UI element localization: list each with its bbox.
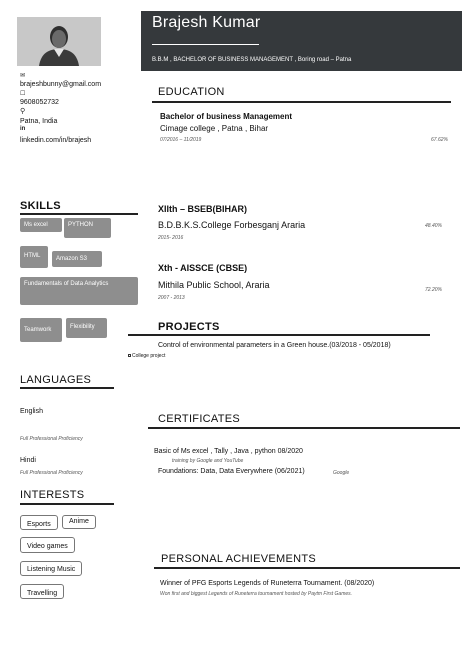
interest-tag: Esports (20, 515, 58, 530)
skill-chip: PYTHON (64, 218, 111, 238)
skill-chip: Teamwork (20, 318, 62, 342)
languages-heading: LANGUAGES (20, 374, 92, 386)
education-degree: Bachelor of business Management (160, 112, 293, 121)
education-school: Cimage college , Patna , Bihar (160, 124, 269, 133)
education-heading: EDUCATION (158, 86, 225, 98)
education-school: Mithila Public School, Araria (158, 280, 270, 290)
contact-email[interactable]: brajeshbunny@gmail.com (20, 81, 102, 88)
skill-chip: Flexibility (66, 318, 107, 338)
certificate-issuer: training by Google and YouTube (172, 458, 244, 464)
languages-rule (20, 387, 114, 389)
certificate-issuer: Google (333, 470, 350, 476)
skills-heading: SKILLS (20, 200, 61, 212)
skills-rule (20, 213, 138, 215)
person-silhouette-icon (17, 17, 101, 66)
projects-rule (128, 334, 430, 336)
skill-chip: Ms excel (20, 218, 62, 232)
education-school: B.D.B.K.S.College Forbesganj Araria (158, 220, 306, 230)
certificates-heading: CERTIFICATES (158, 413, 241, 425)
certificate-name: Basic of Ms excel , Tally , Java , python 08/2020 (154, 448, 303, 455)
skill-chip: HTML (20, 246, 48, 268)
candidate-subtitle: B.B.M , BACHELOR OF BUSINESS MANAGEMENT , Boring road – Patna (152, 57, 352, 63)
education-score: 67.62% (431, 137, 448, 143)
candidate-name: Brajesh Kumar (152, 14, 261, 31)
education-dates: 2015- 2016 (158, 235, 184, 241)
project-note: College project (132, 353, 166, 359)
certificates-rule (148, 427, 460, 429)
language-level: Full Professional Proficiency (20, 470, 83, 476)
achievement-detail: Won first and biggest Legends of Runeterra tournament hosted by Paytm First Games. (160, 591, 353, 597)
projects-heading: PROJECTS (158, 321, 220, 333)
education-dates: 07/2016 – 11/2019 (160, 137, 202, 143)
language-name: English (20, 408, 43, 415)
phone-icon: ☐ (20, 91, 26, 97)
interest-tag: Travelling (20, 584, 64, 599)
linkedin-icon: in (20, 126, 26, 132)
profile-photo (17, 17, 101, 66)
education-score: 48.40% (425, 223, 442, 229)
skill-chip: Amazon S3 (52, 251, 102, 267)
education-dates: 2007 - 2013 (158, 295, 185, 301)
skill-chip: Fundamentals of Data Analytics (20, 277, 138, 305)
certificate-name: Foundations: Data, Data Everywhere (06/2021) (158, 468, 305, 475)
achievements-rule (154, 567, 460, 569)
interest-tag: Listening Music (20, 561, 82, 576)
bullet-square-icon (128, 354, 131, 357)
achievements-heading: PERSONAL ACHIEVEMENTS (161, 553, 317, 565)
contact-phone: 9608052732 (20, 99, 59, 106)
project-name: Control of environmental parameters in a Green house.(03/2018 - 05/2018) (158, 342, 391, 349)
interest-tag: Anime (62, 515, 96, 529)
contact-linkedin[interactable]: linkedin.com/in/brajesh (20, 137, 92, 144)
name-underline (152, 44, 259, 45)
project-note-row (128, 353, 165, 359)
interest-tag: Video games (20, 537, 75, 553)
language-level: Full Professional Proficiency (20, 436, 83, 442)
contact-location: Patna, India (20, 118, 58, 125)
achievement-name: Winner of PFG Esports Legends of Runeterra Tournament. (08/2020) (160, 580, 375, 587)
interests-rule (20, 503, 114, 505)
education-degree: XIIth – BSEB(BIHAR) (158, 204, 248, 214)
education-score: 72.20% (425, 287, 442, 293)
email-icon: ✉ (20, 73, 26, 79)
interests-heading: INTERESTS (20, 489, 85, 501)
language-name: Hindi (20, 457, 36, 464)
education-degree: Xth - AISSCE (CBSE) (158, 263, 248, 273)
location-pin-icon: ⚲ (20, 108, 26, 115)
education-rule (152, 101, 451, 103)
